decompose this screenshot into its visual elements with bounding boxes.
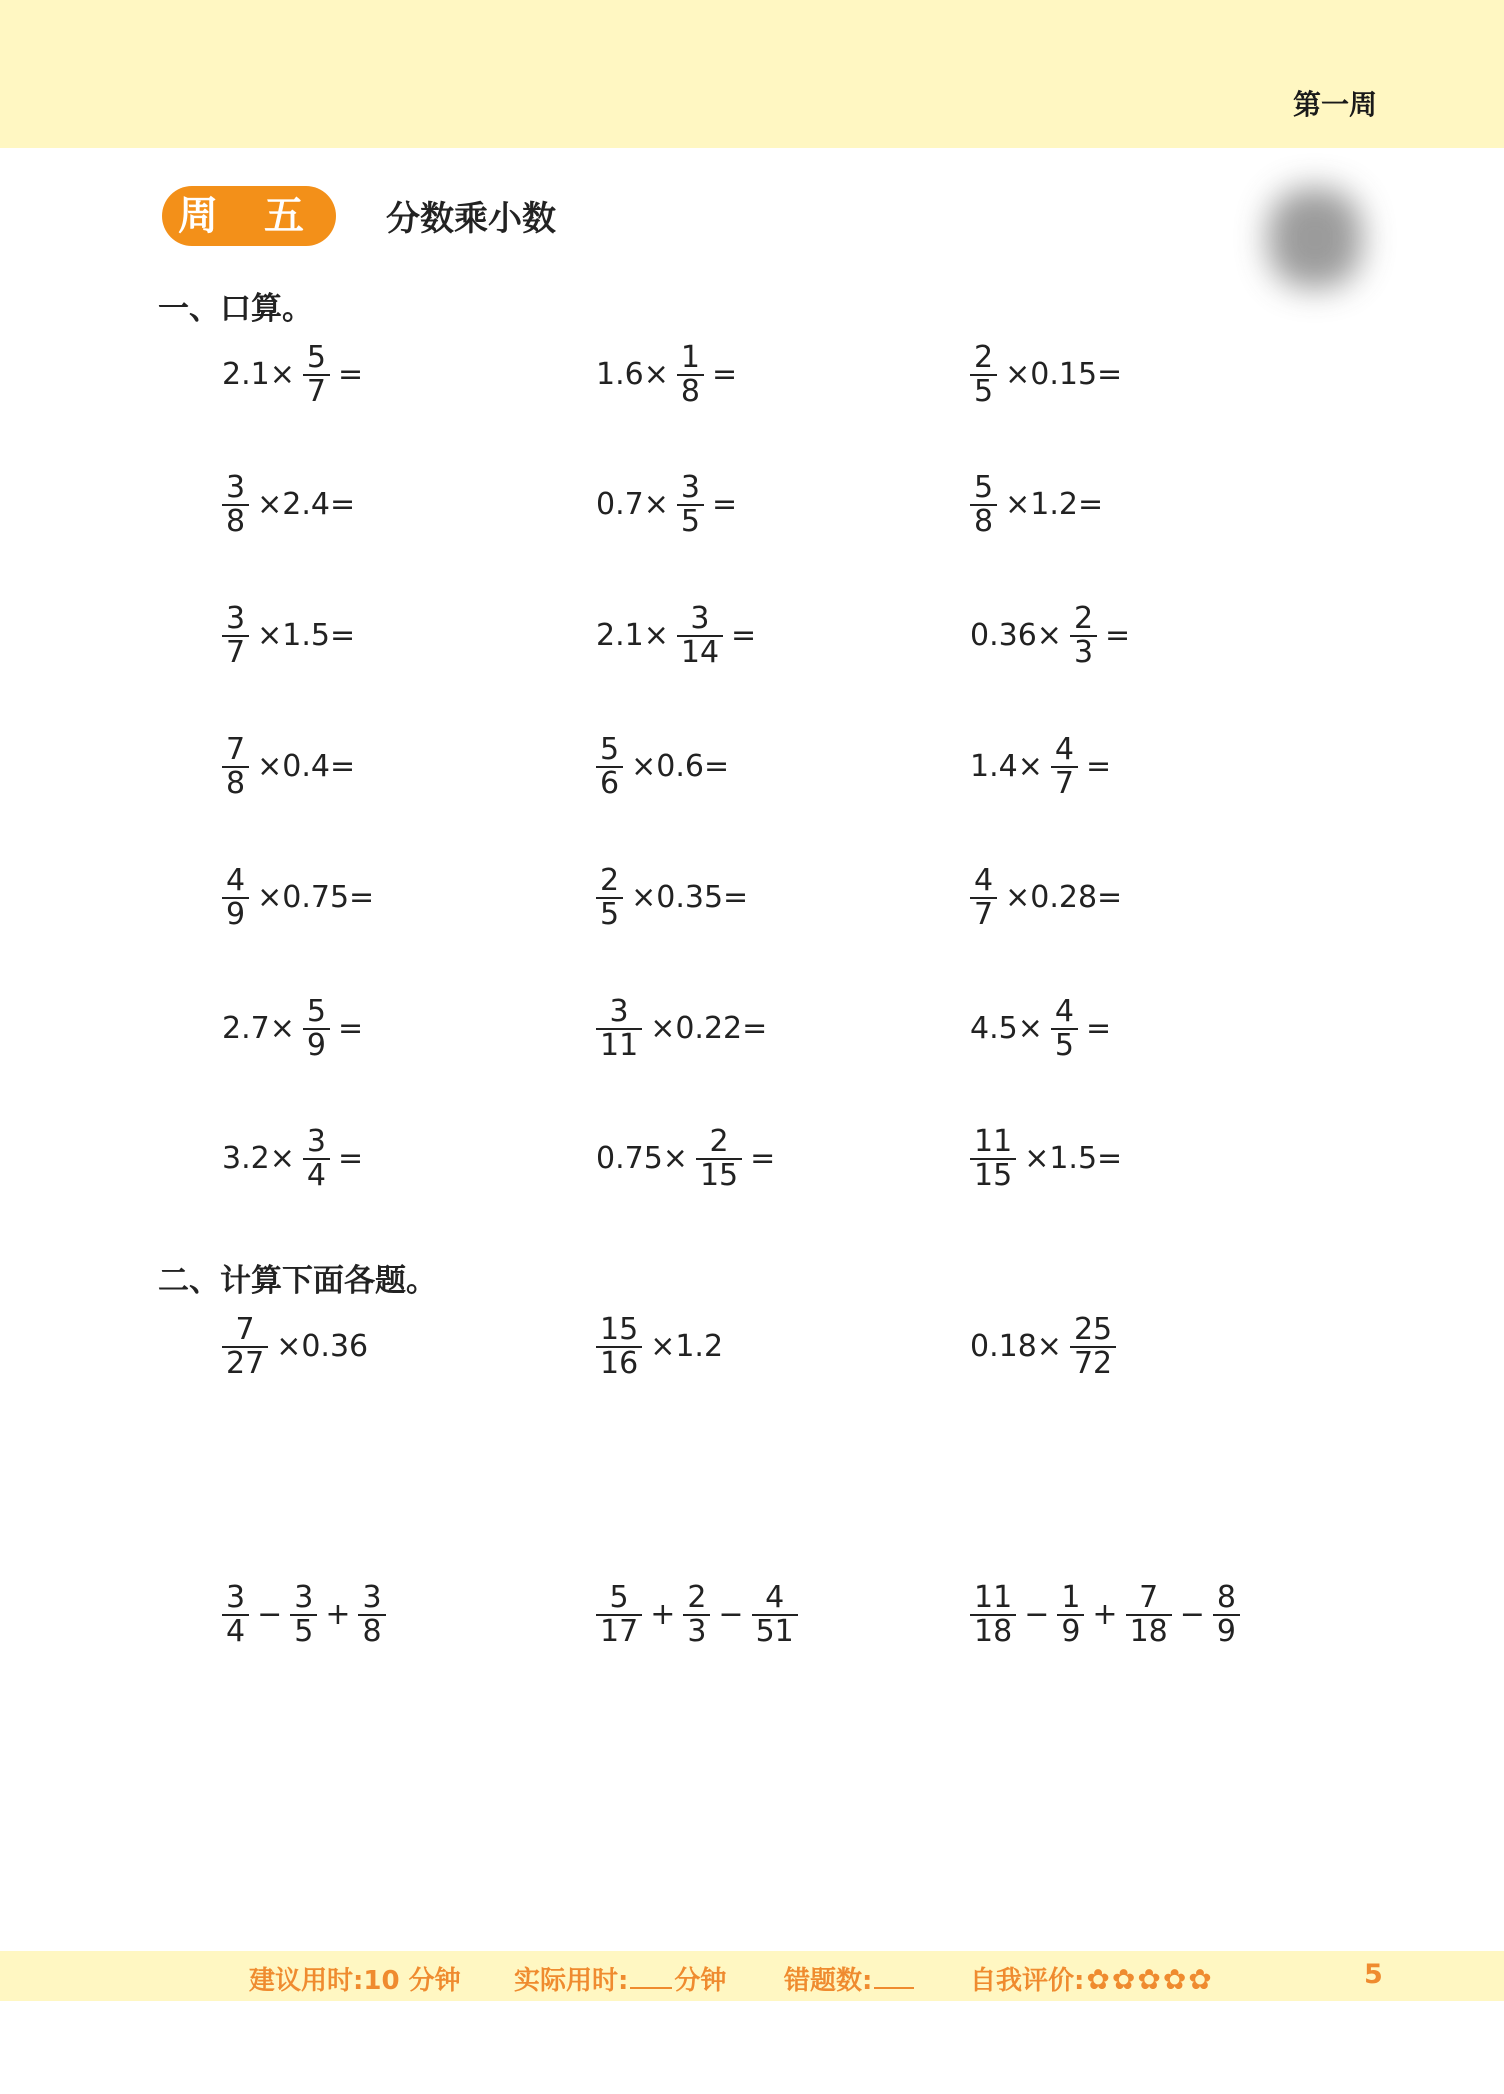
numerator: 5	[306, 994, 326, 1029]
expr-text: ×1.2	[650, 1329, 724, 1364]
numerator: 1	[1061, 1580, 1081, 1615]
section-heading-calc: 二、计算下面各题。	[158, 1263, 437, 1299]
numerator: 2	[600, 863, 620, 898]
section-heading-oral: 一、口算。	[158, 291, 313, 327]
denominator: 9	[303, 1028, 330, 1062]
expr-text: =	[731, 618, 757, 653]
expr-text: ×0.4=	[257, 749, 356, 784]
actual-time-unit: 分钟	[674, 1966, 727, 1996]
blurred-image	[1268, 188, 1362, 288]
oral-problem	[218, 734, 359, 799]
denominator: 17	[596, 1614, 642, 1648]
expr-text: ×1.5=	[257, 618, 356, 653]
expr-text: 1.4×	[970, 749, 1043, 784]
fraction	[677, 342, 704, 407]
oral-problem	[218, 472, 359, 537]
numerator: 5	[306, 340, 326, 375]
flower-icon[interactable]: ✿	[1188, 1963, 1212, 1996]
expr-text: ×0.36	[276, 1329, 369, 1364]
fraction	[222, 865, 249, 930]
numerator: 3	[226, 1580, 246, 1615]
denominator: 6	[596, 766, 623, 800]
numerator: 7	[235, 1312, 255, 1347]
calc-problem	[218, 1582, 390, 1647]
oral-problem	[218, 342, 367, 407]
oral-problem	[966, 472, 1107, 537]
denominator: 51	[752, 1614, 798, 1648]
numerator: 1	[680, 340, 700, 375]
numerator: 3	[609, 994, 629, 1029]
numerator: 2	[709, 1124, 729, 1159]
numerator: 2	[974, 340, 994, 375]
flower-icon[interactable]: ✿	[1137, 1963, 1161, 1996]
day-badge: 周 五	[162, 186, 336, 246]
numerator: 4	[1054, 732, 1074, 767]
fraction	[1051, 734, 1078, 799]
numerator: 4	[974, 863, 994, 898]
page-title: 分数乘小数	[386, 199, 556, 239]
fraction	[1051, 996, 1078, 1061]
expr-text: −	[257, 1597, 283, 1632]
error-count-blank[interactable]	[874, 1965, 914, 1989]
expr-text: 2.1×	[222, 357, 295, 392]
oral-problem	[592, 603, 760, 668]
denominator: 7	[303, 374, 330, 408]
denominator: 18	[970, 1614, 1016, 1648]
numerator: 11	[974, 1580, 1013, 1615]
fraction	[970, 342, 997, 407]
denominator: 4	[303, 1158, 330, 1192]
expr-text: =	[337, 357, 364, 392]
oral-problem	[592, 996, 771, 1061]
fraction	[683, 1582, 710, 1647]
numerator: 11	[974, 1124, 1013, 1159]
fraction	[290, 1582, 317, 1647]
denominator: 72	[1070, 1346, 1116, 1380]
header-band	[0, 0, 1504, 148]
denominator: 9	[1057, 1614, 1084, 1648]
numerator: 8	[1216, 1580, 1236, 1615]
fraction	[1070, 1314, 1116, 1379]
numerator: 3	[690, 601, 710, 636]
oral-problem	[966, 996, 1115, 1061]
fraction	[970, 1582, 1016, 1647]
numerator: 3	[226, 470, 246, 505]
denominator: 9	[1213, 1614, 1240, 1648]
calc-problem	[966, 1582, 1244, 1647]
denominator: 16	[596, 1346, 642, 1380]
expr-text: −	[1024, 1597, 1050, 1632]
expr-text: 4.5×	[970, 1011, 1043, 1046]
denominator: 5	[596, 897, 623, 931]
numerator: 2	[687, 1580, 707, 1615]
denominator: 3	[1070, 635, 1097, 669]
expr-text: =	[1085, 1011, 1112, 1046]
expr-text: ×0.75=	[257, 880, 375, 915]
expr-text: −	[1179, 1597, 1205, 1632]
numerator: 7	[226, 732, 246, 767]
numerator: 25	[1073, 1312, 1113, 1347]
expr-text: 1.6×	[596, 357, 669, 392]
denominator: 3	[683, 1614, 710, 1648]
denominator: 8	[970, 504, 997, 538]
expr-text: ×1.2=	[1005, 487, 1104, 522]
expr-text: +	[1092, 1597, 1118, 1632]
numerator: 4	[765, 1580, 785, 1615]
fraction	[358, 1582, 385, 1647]
self-eval-label: 自我评价:	[970, 1966, 1085, 1996]
expr-text: 0.75×	[596, 1141, 688, 1176]
numerator: 5	[600, 732, 620, 767]
numerator: 7	[1139, 1580, 1159, 1615]
denominator: 18	[1126, 1614, 1172, 1648]
fraction	[303, 1126, 330, 1191]
oral-problem	[966, 603, 1134, 668]
numerator: 4	[226, 863, 246, 898]
calc-problem	[592, 1582, 802, 1647]
expr-text: ×0.15=	[1005, 357, 1123, 392]
oral-problem	[966, 342, 1126, 407]
fraction	[596, 996, 642, 1061]
oral-problem	[218, 603, 359, 668]
oral-problem	[592, 472, 741, 537]
oral-problem	[592, 1126, 779, 1191]
fraction	[970, 865, 997, 930]
denominator: 5	[970, 374, 997, 408]
oral-problem	[966, 734, 1115, 799]
denominator: 15	[970, 1158, 1016, 1192]
numerator: 5	[609, 1580, 629, 1615]
expr-text: 2.1×	[596, 618, 669, 653]
actual-time-label: 实际用时:	[514, 1966, 629, 1996]
calc-problem	[218, 1314, 372, 1379]
expr-text: 0.7×	[596, 487, 669, 522]
fraction	[696, 1126, 742, 1191]
expr-text: ×0.35=	[631, 880, 749, 915]
expr-text: ×2.4=	[257, 487, 356, 522]
denominator: 5	[1051, 1028, 1078, 1062]
rating-flowers	[1084, 1963, 1212, 1996]
numerator: 3	[362, 1580, 382, 1615]
expr-text: =	[711, 487, 738, 522]
expr-text: =	[711, 357, 738, 392]
fraction	[970, 1126, 1016, 1191]
error-count	[784, 1960, 916, 1997]
numerator: 4	[1054, 994, 1074, 1029]
fraction	[752, 1582, 798, 1647]
denominator: 8	[222, 766, 249, 800]
fraction	[303, 342, 330, 407]
expr-text: 0.36×	[970, 618, 1062, 653]
denominator: 9	[222, 897, 249, 931]
fraction	[222, 1582, 249, 1647]
actual-time-blank[interactable]	[630, 1965, 672, 1989]
denominator: 14	[677, 635, 723, 669]
expr-text: =	[337, 1141, 364, 1176]
numerator: 3	[680, 470, 700, 505]
numerator: 3	[306, 1124, 326, 1159]
oral-problem	[966, 865, 1126, 930]
flower-icon[interactable]: ✿	[1086, 1963, 1110, 1996]
oral-problem	[218, 1126, 367, 1191]
footer-band	[0, 1951, 1504, 2001]
denominator: 7	[1051, 766, 1078, 800]
expr-text: =	[1085, 749, 1112, 784]
expr-text: +	[650, 1597, 676, 1632]
expr-text: ×0.22=	[650, 1011, 768, 1046]
denominator: 8	[358, 1614, 385, 1648]
page-number: 5	[1364, 1959, 1383, 1990]
numerator: 2	[1073, 601, 1094, 636]
fraction	[1126, 1582, 1172, 1647]
denominator: 5	[677, 504, 704, 538]
calc-problem	[966, 1314, 1120, 1379]
expr-text: 2.7×	[222, 1011, 295, 1046]
denominator: 5	[290, 1614, 317, 1648]
flower-icon[interactable]: ✿	[1162, 1963, 1187, 1996]
oral-problem	[592, 342, 741, 407]
expr-text: =	[337, 1011, 364, 1046]
week-label: 第一周	[1292, 88, 1377, 121]
denominator: 15	[696, 1158, 742, 1192]
fraction	[677, 472, 704, 537]
denominator: 27	[222, 1346, 268, 1380]
fraction	[1213, 1582, 1240, 1647]
expr-text: −	[718, 1597, 744, 1632]
fraction	[303, 996, 330, 1061]
fraction	[596, 865, 623, 930]
fraction	[596, 734, 623, 799]
suggested-time: 建议用时:10 分钟	[249, 1966, 461, 1996]
fraction	[596, 1582, 642, 1647]
fraction	[222, 472, 249, 537]
numerator: 3	[294, 1580, 314, 1615]
expr-text: =	[750, 1141, 776, 1176]
expr-text: =	[1105, 618, 1131, 653]
fraction	[222, 734, 249, 799]
expr-text: +	[325, 1597, 351, 1632]
flower-icon[interactable]: ✿	[1111, 1963, 1136, 1996]
denominator: 7	[970, 897, 997, 931]
oral-problem	[592, 865, 752, 930]
denominator: 8	[222, 504, 249, 538]
fraction	[1070, 603, 1097, 668]
expr-text: ×1.5=	[1024, 1141, 1123, 1176]
actual-time	[514, 1960, 726, 1997]
expr-text: 0.18×	[970, 1329, 1062, 1364]
numerator: 15	[600, 1312, 639, 1347]
fraction	[1057, 1582, 1084, 1647]
fraction	[222, 1314, 268, 1379]
oral-problem	[218, 996, 367, 1061]
denominator: 11	[596, 1028, 642, 1062]
denominator: 7	[222, 635, 249, 669]
oral-problem	[966, 1126, 1126, 1191]
denominator: 4	[222, 1614, 249, 1648]
error-count-label: 错题数:	[784, 1966, 873, 1996]
fraction	[677, 603, 723, 668]
fraction	[222, 603, 249, 668]
denominator: 8	[677, 374, 704, 408]
self-evaluation	[970, 1960, 1212, 1997]
calc-problem	[592, 1314, 727, 1379]
fraction	[970, 472, 997, 537]
oral-problem	[592, 734, 733, 799]
expr-text: ×0.28=	[1005, 880, 1123, 915]
expr-text: ×0.6=	[631, 749, 730, 784]
numerator: 5	[974, 470, 994, 505]
numerator: 3	[226, 601, 246, 636]
expr-text: 3.2×	[222, 1141, 295, 1176]
fraction	[596, 1314, 642, 1379]
oral-problem	[218, 865, 378, 930]
